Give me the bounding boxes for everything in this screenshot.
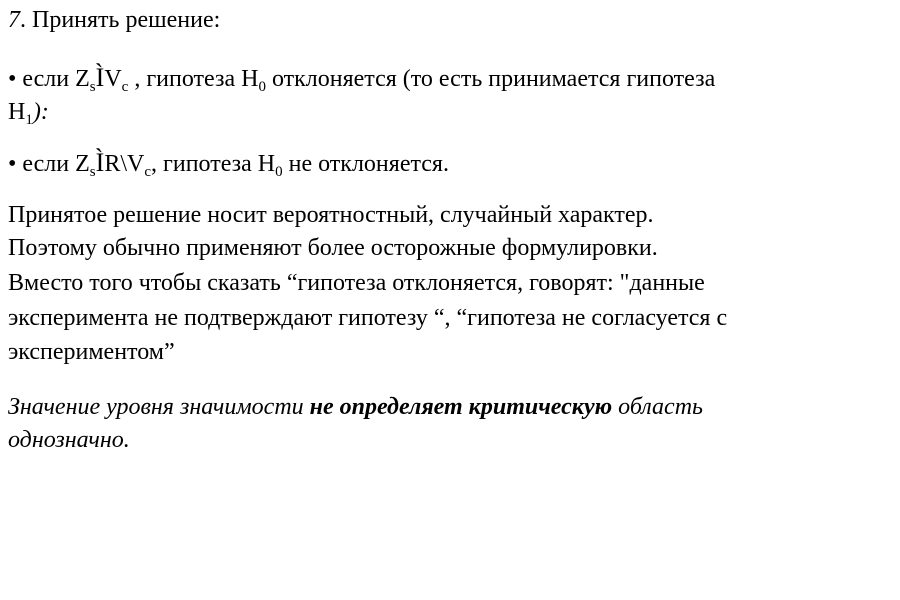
paragraph-line-3: Вместо того чтобы сказать “гипотеза отклоняется, говорят: "данные xyxy=(8,270,705,296)
slide xyxy=(8,0,892,600)
note-text-end: область xyxy=(612,394,703,420)
paragraph-line-4: эксперимента не подтверждают гипотезу “, “гипотеза не согласуется с xyxy=(8,305,728,331)
paragraph-line-5: экспериментом” xyxy=(8,339,175,365)
critical-region-label: V xyxy=(104,66,122,92)
bullet-tail: отклоняется (то есть принимается гипотеза xyxy=(265,66,716,92)
heading-text: . Принять решение: xyxy=(20,7,221,33)
hypothesis-h: H xyxy=(8,99,26,125)
bullet-item-reject-continued xyxy=(8,97,49,127)
bullet-item-reject xyxy=(8,63,715,94)
bullet-tail: не отклоняется. xyxy=(282,151,449,177)
bullet-item-accept xyxy=(8,148,449,179)
bullet-prefix: если Z xyxy=(22,66,90,92)
bullet-marker: • xyxy=(8,66,17,92)
bullet-rest: , гипотеза H xyxy=(128,66,259,92)
subscript-0: 0 xyxy=(258,79,266,95)
subset-symbol-icon: Ì xyxy=(95,148,105,177)
subset-symbol-icon: Ì xyxy=(95,63,105,92)
bullet-rest: , гипотеза H xyxy=(151,151,276,177)
note-text-start: Значение уровня значимости xyxy=(8,394,310,420)
paragraph-line-2: Поэтому обычно применяют более осторожные формулировки. xyxy=(8,235,658,261)
subscript-s: s xyxy=(89,79,96,95)
subscript-c: c xyxy=(144,164,151,180)
slide-heading xyxy=(8,5,220,35)
subscript-1: 1 xyxy=(25,112,33,128)
heading-number: 7 xyxy=(8,7,20,33)
bullet-prefix: если Z xyxy=(22,151,90,177)
paragraph-line-1: Принятое решение носит вероятностный, случайный характер. xyxy=(8,202,654,228)
acceptance-region-label: R\V xyxy=(104,151,145,177)
note-line-1 xyxy=(8,392,703,422)
subscript-c: c xyxy=(121,79,129,95)
note-emphasis: не определяет критическую xyxy=(309,394,613,420)
note-line-2: однозначно. xyxy=(8,427,130,453)
bullet-marker: • xyxy=(8,151,17,177)
closing-paren: ): xyxy=(32,99,49,125)
subscript-0: 0 xyxy=(275,164,283,180)
subscript-s: s xyxy=(89,164,96,180)
